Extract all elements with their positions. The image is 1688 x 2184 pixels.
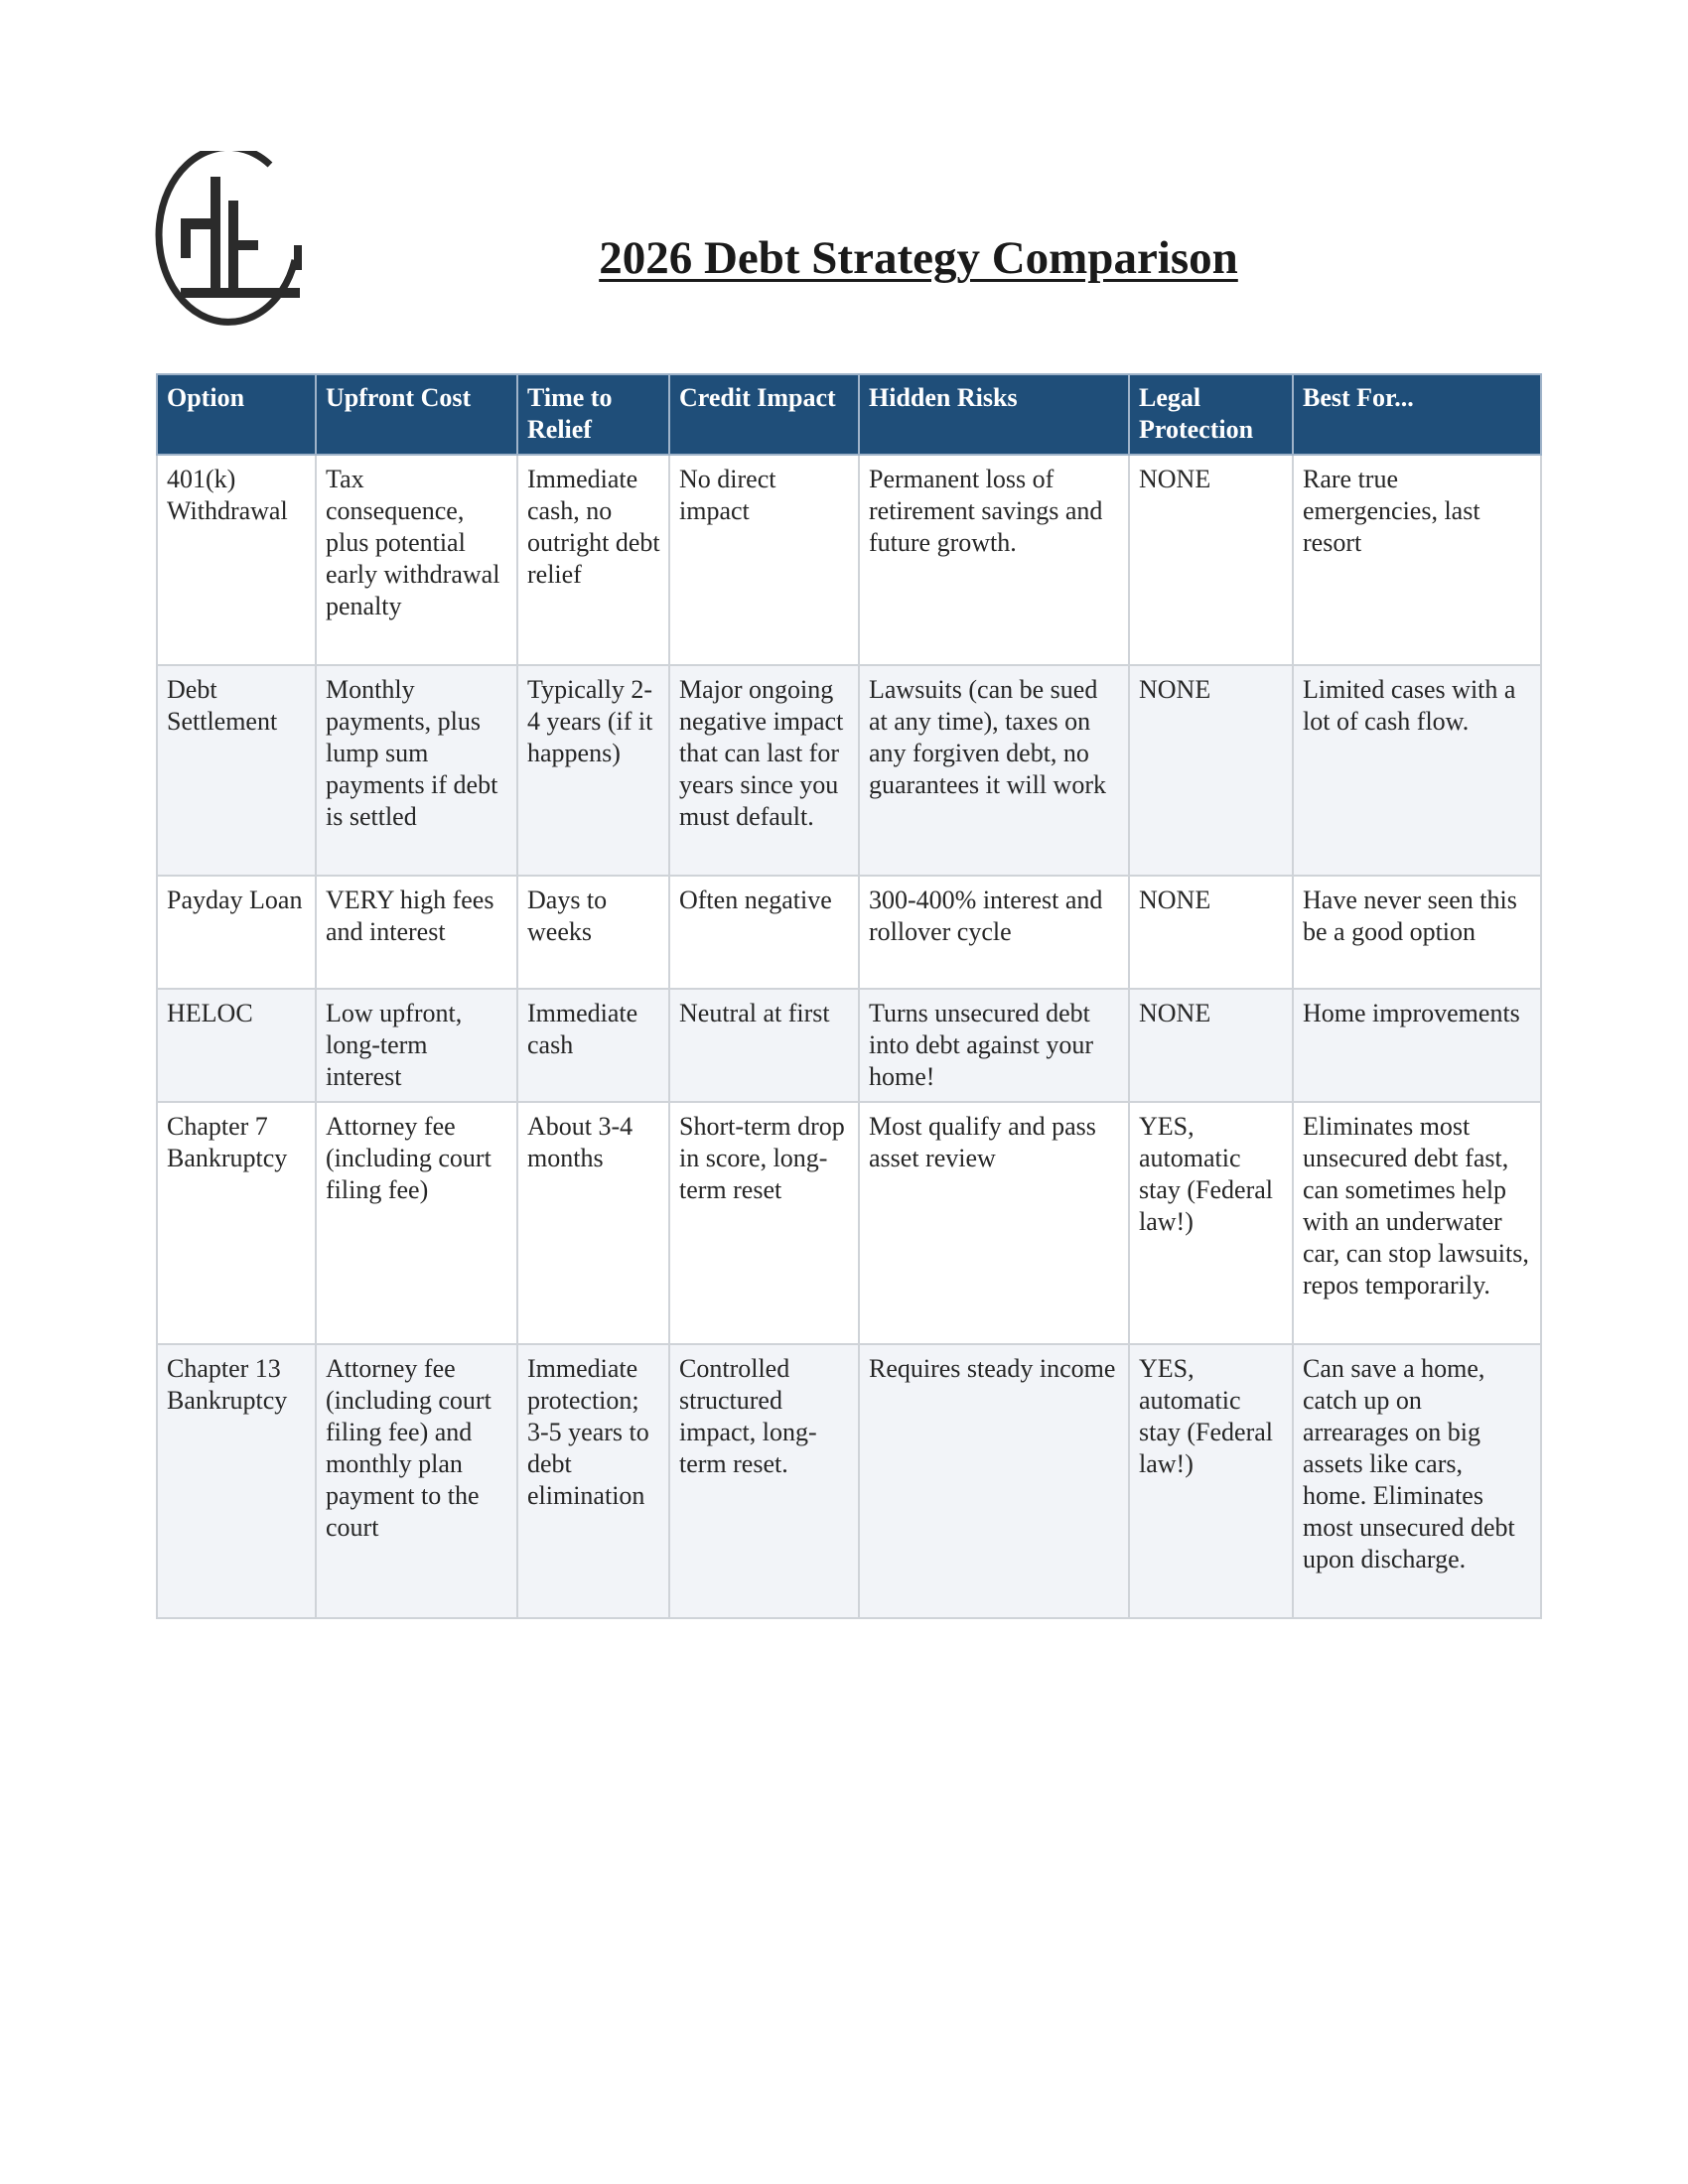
cell-credit-impact: Major ongoing negative impact that can last for years since you must default.	[669, 665, 859, 876]
cell-credit-impact: No direct impact	[669, 455, 859, 665]
cell-option: Payday Loan	[157, 876, 316, 989]
cell-option: 401(k) Withdrawal	[157, 455, 316, 665]
cell-credit-impact: Often negative	[669, 876, 859, 989]
cell-time-to-relief: Immediate cash	[517, 989, 669, 1102]
cell-upfront-cost: Monthly payments, plus lump sum payments if debt is settled	[316, 665, 517, 876]
cell-best-for: Can save a home, catch up on arrearages on big assets like cars, home. Eliminates most unsecured debt upon discharge.	[1293, 1344, 1541, 1618]
cell-upfront-cost: VERY high fees and interest	[316, 876, 517, 989]
cell-legal-protection: NONE	[1129, 665, 1293, 876]
firm-logo	[153, 151, 302, 338]
table-row	[157, 989, 1541, 1102]
cell-best-for: Limited cases with a lot of cash flow.	[1293, 665, 1541, 876]
cell-time-to-relief: Typically 2-4 years (if it happens)	[517, 665, 669, 876]
cell-hidden-risks: Most qualify and pass asset review	[859, 1102, 1129, 1344]
debt-strategy-table	[156, 373, 1542, 1619]
column-header: Time to Relief	[517, 374, 669, 455]
column-header: Best For...	[1293, 374, 1541, 455]
cell-best-for: Rare true emergencies, last resort	[1293, 455, 1541, 665]
cell-hidden-risks: Turns unsecured debt into debt against your home!	[859, 989, 1129, 1102]
cell-legal-protection: YES, automatic stay (Federal law!)	[1129, 1344, 1293, 1618]
cell-legal-protection: NONE	[1129, 876, 1293, 989]
cell-option: Chapter 7 Bankruptcy	[157, 1102, 316, 1344]
cell-credit-impact: Neutral at first	[669, 989, 859, 1102]
column-header: Hidden Risks	[859, 374, 1129, 455]
table-header-row	[157, 374, 1541, 455]
cell-time-to-relief: About 3-4 months	[517, 1102, 669, 1344]
table-row	[157, 665, 1541, 876]
cell-legal-protection: NONE	[1129, 455, 1293, 665]
cell-option: HELOC	[157, 989, 316, 1102]
column-header: Legal Protection	[1129, 374, 1293, 455]
cell-hidden-risks: 300-400% interest and rollover cycle	[859, 876, 1129, 989]
cell-hidden-risks: Requires steady income	[859, 1344, 1129, 1618]
cell-time-to-relief: Immediate cash, no outright debt relief	[517, 455, 669, 665]
cell-option: Debt Settlement	[157, 665, 316, 876]
table-row	[157, 1344, 1541, 1618]
cell-best-for: Eliminates most unsecured debt fast, can sometimes help with an underwater car, can stop lawsuits, repos temporarily.	[1293, 1102, 1541, 1344]
cell-time-to-relief: Immediate protection; 3-5 years to debt elimination	[517, 1344, 669, 1618]
cell-hidden-risks: Lawsuits (can be sued at any time), taxes on any forgiven debt, no guarantees it will work	[859, 665, 1129, 876]
cell-upfront-cost: Attorney fee (including court filing fee)	[316, 1102, 517, 1344]
cell-upfront-cost: Attorney fee (including court filing fee) and monthly plan payment to the court	[316, 1344, 517, 1618]
table-row	[157, 876, 1541, 989]
cell-credit-impact: Controlled structured impact, long-term reset.	[669, 1344, 859, 1618]
page-title: 2026 Debt Strategy Comparison	[599, 232, 1238, 284]
cell-credit-impact: Short-term drop in score, long-term reset	[669, 1102, 859, 1344]
cell-best-for: Home improvements	[1293, 989, 1541, 1102]
table-row	[157, 455, 1541, 665]
cell-best-for: Have never seen this be a good option	[1293, 876, 1541, 989]
cell-legal-protection: NONE	[1129, 989, 1293, 1102]
column-header: Credit Impact	[669, 374, 859, 455]
cell-option: Chapter 13 Bankruptcy	[157, 1344, 316, 1618]
column-header: Upfront Cost	[316, 374, 517, 455]
table-row	[157, 1102, 1541, 1344]
cell-upfront-cost: Low upfront, long-term interest	[316, 989, 517, 1102]
cell-upfront-cost: Tax consequence, plus potential early withdrawal penalty	[316, 455, 517, 665]
cell-time-to-relief: Days to weeks	[517, 876, 669, 989]
cell-legal-protection: YES, automatic stay (Federal law!)	[1129, 1102, 1293, 1344]
column-header: Option	[157, 374, 316, 455]
cell-hidden-risks: Permanent loss of retirement savings and future growth.	[859, 455, 1129, 665]
